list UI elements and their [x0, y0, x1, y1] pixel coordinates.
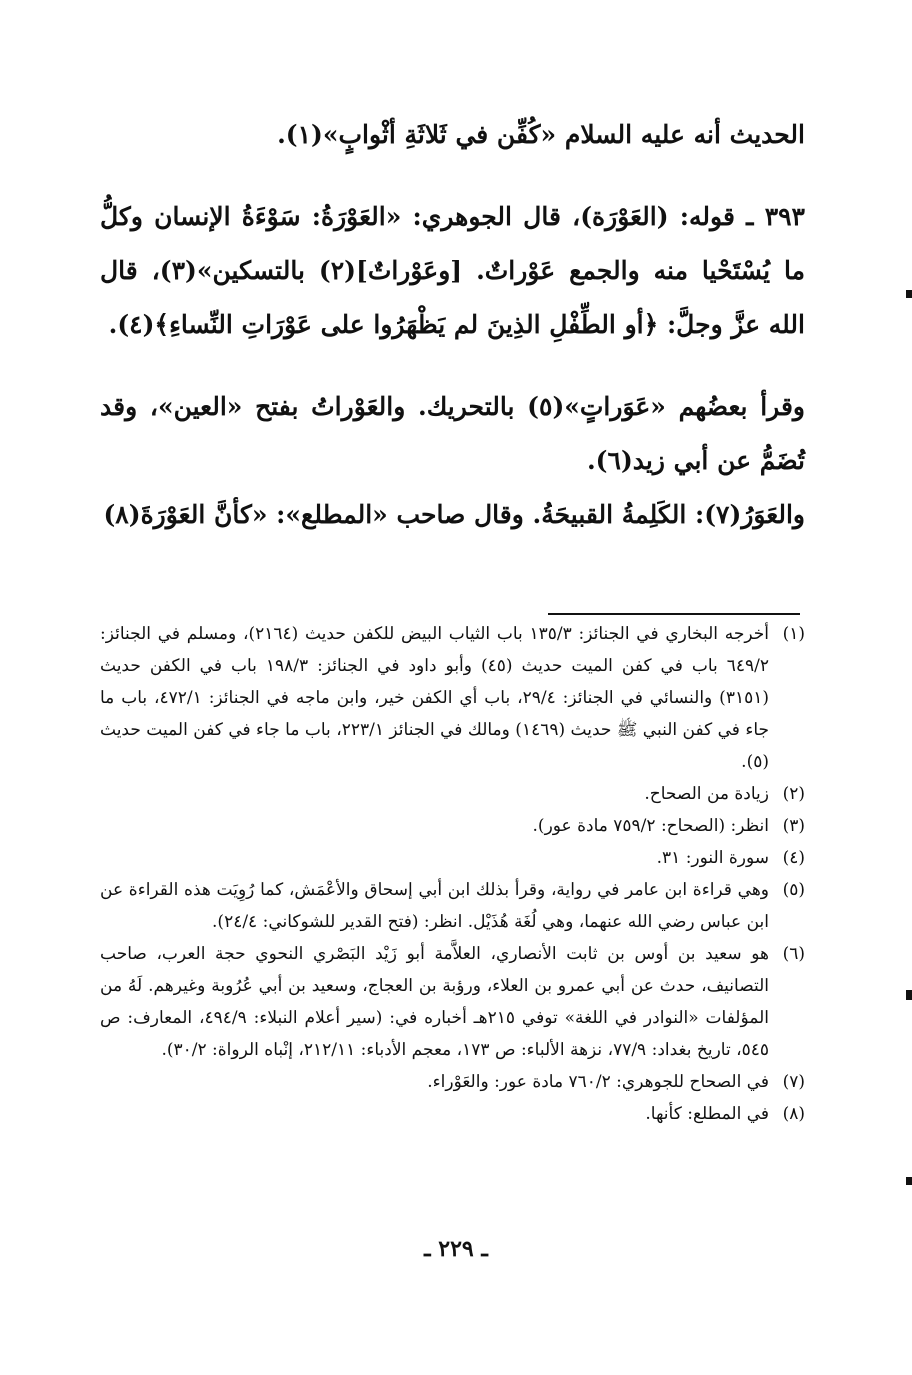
scan-edge-mark [906, 990, 912, 1000]
footnote-number: (٨) [782, 1104, 805, 1124]
paragraph-reading-variant: وقرأ بعضُهم «عَوَراتٍ»(٥) بالتحريك. والعَوْراتُ بفتح «العين»، وقد تُضَمُّ عن أبي زيد(٦). [100, 392, 805, 475]
scan-edge-mark [906, 290, 912, 298]
page-number: ـ ٢٢٩ ـ [424, 1236, 488, 1262]
footnote-number: (٧) [782, 1072, 805, 1092]
footnote-divider [548, 613, 800, 615]
paragraph-entry-393: ٣٩٣ ـ قوله: (العَوْرَة)، قال الجوهري: «العَوْرَةُ: سَوْءَةُ الإنسان وكلُّ ما يُسْتَحْيا منه والجمع عَوْراتٌ. [وعَوْراتٌ](٢) بالتسكين»(٣)، قال الله عزَّ وجلَّ: ﴿أو الطِّفْلِ الذِينَ لم يَظْهَرُوا على عَوْرَاتِ النِّساءِ﴾(٤). [100, 202, 805, 339]
footnote-number: (٢) [782, 784, 805, 804]
footnote-3 [100, 810, 805, 842]
footnote-text: وهي قراءة ابن عامر في رواية، وقرأ بذلك ابن أبي إسحاق والأعْمَش، كما رُوِيَت هذه القراءة عن ابن عباس رضي الله عنهما، وهي لُغَة هُذَيْل. انظر: (فتح القدير للشوكاني: ٢٤/٤). [100, 880, 769, 932]
footnote-number: (٤) [782, 848, 805, 868]
footnote-number: (٥) [782, 880, 805, 900]
footnote-text: في الصحاح للجوهري: ٧٦٠/٢ مادة عور: والعَوْراء. [427, 1072, 769, 1092]
footnote-4 [100, 842, 805, 874]
footnote-number: (٦) [782, 944, 805, 964]
footnote-text: زيادة من الصحاح. [644, 784, 769, 804]
footnote-2 [100, 778, 805, 810]
footnote-text: سورة النور: ٣١. [656, 848, 769, 868]
footnote-1 [100, 618, 805, 778]
footnotes-list [100, 618, 805, 1130]
footnote-7 [100, 1066, 805, 1098]
footnote-8 [100, 1098, 805, 1130]
footnote-text: أخرجه البخاري في الجنائز: ١٣٥/٣ باب الثياب البيض للكفن حديث (٢١٦٤)، ومسلم في الجنائز: ٦٤٩/٢ باب في كفن الميت حديث (٤٥) وأبو داود في الجنائز: ١٩٨/٣ باب في الكفن حديث (٣١٥١) والنسائي في الجنائز: ٢٩/٤، باب أي الكفن خير، وابن ماجه في الجنائز: ٤٧٢/١، باب ما جاء في كفن النبي ﷺ حديث (١٤٦٩) ومالك في الجنائز ٢٢٣/١، باب ما جاء في كفن الميت حديث (٥). [100, 624, 770, 772]
footnote-5 [100, 874, 805, 938]
footnote-6 [100, 938, 805, 1066]
paragraph-awar-definition: والعَوَرُ(٧): الكَلِمةُ القبيحَةُ. وقال صاحب «المطلع»: «كأنَّ العَوْرَةَ(٨) [103, 500, 805, 529]
footnote-text: في المطلع: كأنها. [645, 1104, 769, 1124]
footnote-number: (٣) [782, 816, 805, 836]
footnote-text: هو سعيد بن أوس بن ثابت الأنصاري، العلاَّمة أبو زَيْد البَصْري النحوي حجة العرب، صاحب التصانيف، حدث عن أبي عمرو بن العلاء، ورؤبة بن العجاج، وسعيد بن أبي عُرُوبة وغيرهم. لَهُ من المؤلفات «النوادر في اللغة» توفي ٢١٥هـ أخباره في: (سير أعلام النبلاء: ٤٩٤/٩، المعارف: ص ٥٤٥، تاريخ بغداد: ٧٧/٩، نزهة الألباء: ص ١٧٣، معجم الأدباء: ٢١٢/١١، إنْباه الرواة: ٣٠/٢). [100, 944, 769, 1060]
footnote-number: (١) [782, 624, 805, 644]
footnote-text: انظر: (الصحاح: ٧٥٩/٢ مادة عور). [532, 816, 769, 836]
scan-edge-mark [906, 1177, 912, 1185]
paragraph-hadith-continuation: الحديث أنه عليه السلام «كُفِّن في ثَلاثَةِ أثْوابٍ»(١). [277, 120, 805, 149]
